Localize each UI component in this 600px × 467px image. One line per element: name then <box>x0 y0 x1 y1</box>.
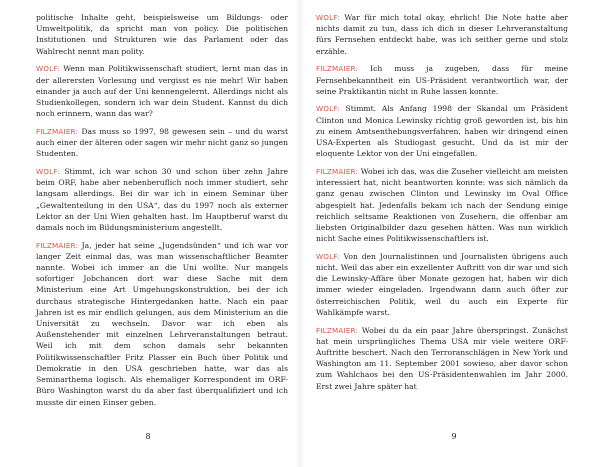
paragraph-text: Stimmt, ich war schon 30 und schon über zehn Jahre beim ORF, habe aber nebenberuflich noch immer studiert, sehr langsam allerdings. Bei dir war ich in einem Seminar über „Gewaltenteilung in den USA“, das du 1997 noch als externer Lektor an der Uni Wien gehalten hast. Im Hauptberuf warst du damals noch im Bildungsministerium angestellt. <box>36 166 288 232</box>
paragraph-text: Ja, jeder hat seine „Jugendsünden“ und ich war vor langer Zeit einmal das, was man wissenschaftlicher Beamter nannte. Wobei ich immer an die Uni wollte. Nur mangels sofortiger Jobchancen dort war diese Sache mit dem Ministerium eine Art Umgehungskonstruktion, bei der ich durchaus strategische Hintergedanken hatte. Nach ein paar Jahren ist es mir endlich gelungen, aus dem Ministerium an die Universität zu wechseln. Davor war ich eben als Außenstehender mit einzelnen Lehrveranstaltungen betraut. Weil ich mit dem schon damals sehr bekannten Politikwissenschaftler Fritz Plasser ein Buch über Politik und Demokratie in den USA geschrieben hatte, war das als Seminarthema logisch. Als ehemaliger Korrespondent im ORF-Büro Washington warst du da aber fast überqualifiziert und ich musste dir einen Einser geben. <box>36 240 288 407</box>
paragraph <box>316 103 568 159</box>
paragraph <box>36 12 288 57</box>
speaker-label: FILZMAIER: <box>36 126 79 136</box>
paragraph-text: Wenn man Politikwissenschaft studiert, lernt man das in der allerersten Vorlesung und vergisst es nie mehr! Wir haben einander ja auch auf der Uni kennengelernt. Allerdings nicht als Studienkollegen, sondern ich war dein Student. Kannst du dich noch erinnern, wann das war? <box>36 64 288 119</box>
speaker-label: WOLF: <box>36 166 60 176</box>
paragraph <box>316 63 568 97</box>
speaker-label: FILZMAIER: <box>36 240 79 250</box>
paragraph <box>36 63 288 119</box>
paragraph <box>36 240 288 408</box>
speaker-label: WOLF: <box>316 251 340 261</box>
left-page <box>0 0 288 467</box>
paragraph <box>316 166 568 244</box>
speaker-label: WOLF: <box>36 64 60 74</box>
paragraph-text: War für mich total okay, ehrlich! Die Note hatte aber nichts damit zu tun, dass ich dich in dieser Lehrveranstaltung fürs Fernsehen entdeckt habe, was ich seither gerne und stolz erzähle. <box>316 13 568 56</box>
paragraph <box>316 12 568 57</box>
speaker-label: WOLF: <box>316 104 340 114</box>
page-number: 8 <box>145 432 151 441</box>
speaker-label: FILZMAIER: <box>316 325 359 335</box>
right-page <box>300 0 582 467</box>
paragraph-text: Von den Journalistinnen und Journalisten übrigens auch nicht. Weil das aber ein exzellenter Auftritt von dir war und sich die Lewinsky-Affäre über Monate gezogen hat, haben wir dich immer wieder eingeladen. Irgendwann dann auch öfter zur österreichischen Politik, weil du auch ein Experte für Wahlkämpfe warst. <box>316 251 568 317</box>
paragraph <box>316 251 568 318</box>
paragraph-text: Stimmt. Als Anfang 1998 der Skandal um Präsident Clinton und Monica Lewinsky richtig groß geworden ist, bis hin zu einem Amtsenthebungsverfahren, haben wir dringend einen USA-Experten als Studiogast gesucht. Und da ist mir der eloquente Lektor von der Uni eingefallen. <box>316 104 568 159</box>
paragraph-text: Wobei du da ein paar Jahre überspringst. Zunächst hat mein ursprüngliches Thema USA mir viele weitere ORF-Auftritte beschert. Nach den Terroranschlägen in New York und Washington am 11. September 2001 sowieso, aber davor schon zum Wahlchaos bei den US-Präsidentenwahlen im Jahr 2000. Erst zwei Jahre später hat <box>316 325 568 391</box>
paragraph <box>316 325 568 392</box>
paragraph-text: Wobei ich das, was die Zuseher vielleicht am meisten interessiert hat, nicht beantworten konnte: was sich nämlich da ganz genau zwischen Clinton und Lewinsky im Oval Office abgespielt hat. Jedenfalls bekam ich nach der Sendung einige reichlich seltsame Reaktionen von Zusehern, die offenbar am liebsten Originalbilder dazu gesehen hätten. Was nun wirklich nicht Sache eines Politikwissenschaftlers ist. <box>316 166 568 244</box>
speaker-label: WOLF: <box>316 13 340 22</box>
right-text-column <box>316 12 568 398</box>
paragraph <box>36 166 288 233</box>
paragraph-text: Das muss so 1997, 98 gewesen sein – und du warst auch einer der älteren oder sagen wir mehr nicht ganz so jungen Studenten. <box>36 126 288 159</box>
paragraph <box>36 126 288 160</box>
page-number: 9 <box>451 432 457 441</box>
paragraph-text: Ich muss ja zugeben, dass für meine Fernsehbekanntheit ein US-Präsident verantwortlich war, der seine Praktikantin nicht in Ruhe lassen konnte. <box>316 64 568 96</box>
left-text-column <box>36 12 288 414</box>
speaker-label: FILZMAIER: <box>316 64 359 74</box>
paragraph-text: politische Inhalte geht, beispielsweise um Bildungs- oder Umweltpolitik, da spricht man von policy. Die politischen Institutionen und Strukturen wie das Parlament oder das Wahlrecht nennt man polity. <box>36 13 288 56</box>
speaker-label: FILZMAIER: <box>316 166 359 176</box>
